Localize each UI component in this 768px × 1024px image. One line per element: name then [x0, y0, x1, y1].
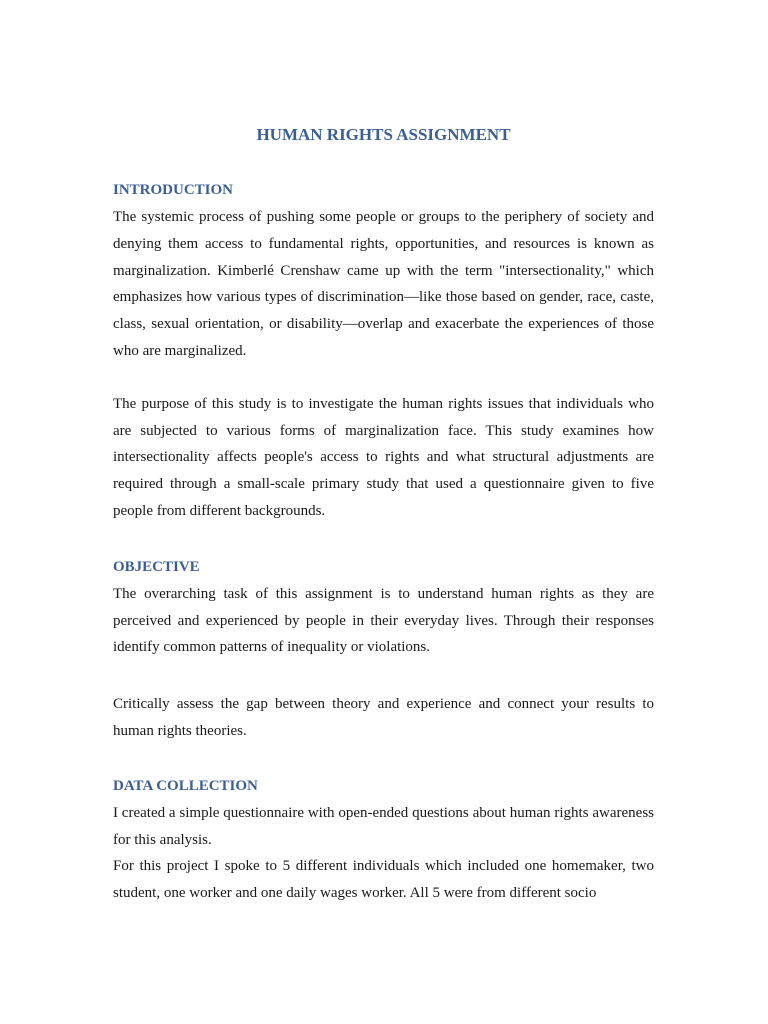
objective-paragraph-2: Critically assess the gap between theory and experience and connect your results to human rights theories.: [113, 696, 654, 739]
document-title: HUMAN RIGHTS ASSIGNMENT: [256, 125, 511, 144]
document-body: [113, 122, 654, 907]
data-collection-heading: DATA COLLECTION: [113, 777, 258, 794]
data-collection-paragraph-2: For this project I spoke to 5 different individuals which included one homemaker, two student, one worker and one daily wages worker. All 5 were from different socio: [113, 858, 654, 902]
introduction-heading: INTRODUCTION: [113, 182, 234, 198]
introduction-paragraph-1: The systemic process of pushing some people or groups to the periphery of society and denying them access to fundamental rights, opportunities, and resources is known as marginalization. Kimberlé Crenshaw came up with the term "intersectionality," which emphasizes how various types of discrimination—like those based on gender, race, caste, class, sexual orientation, or disability—overlap and exacerbate the experiences of those who are marginalized.: [113, 209, 654, 359]
objective-paragraph-1: The overarching task of this assignment is to understand human rights as they are perceived and experienced by people in their everyday lives. Through their responses identify common patterns of inequality or violations.: [113, 585, 654, 656]
introduction-paragraph-2: The purpose of this study is to investigate the human rights issues that individuals who are subjected to various forms of marginalization face. This study examines how intersectionality affects people's access to rights and what structural adjustments are required through a small-scale primary study that used a questionnaire given to five people from different backgrounds.: [113, 395, 654, 519]
objective-heading: OBJECTIVE: [113, 558, 200, 575]
data-collection-paragraph-1: I created a simple questionnaire with open-ended questions about human rights awareness for this analysis.: [113, 804, 654, 848]
